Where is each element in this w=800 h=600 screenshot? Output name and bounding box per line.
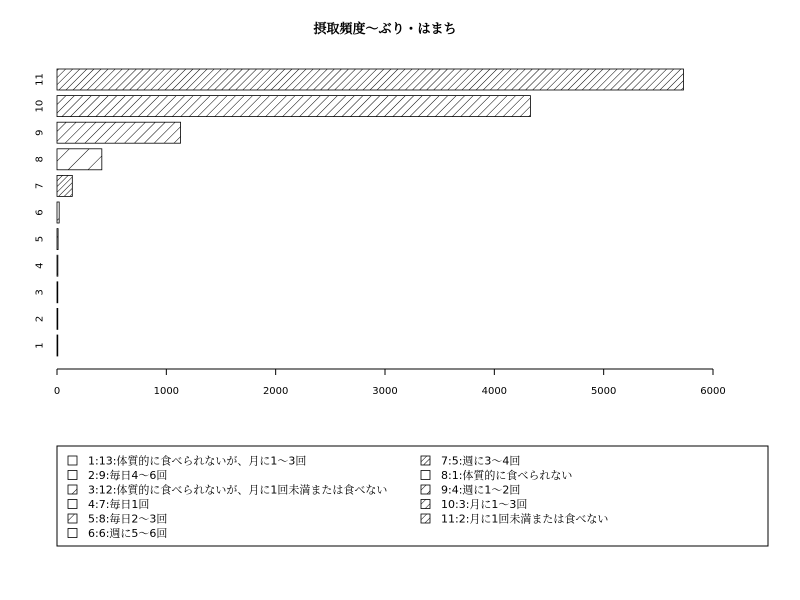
- y-tick-label-11: 11: [34, 73, 46, 86]
- legend-swatch-6: [68, 529, 77, 538]
- bar-1: [57, 335, 58, 356]
- bar-11: [57, 69, 683, 90]
- legend-swatch-1: [68, 456, 77, 465]
- legend-swatch-7: [421, 456, 430, 465]
- x-tick-label-5000: 5000: [590, 386, 617, 397]
- x-tick-label-1000: 1000: [153, 386, 180, 397]
- legend-label-11: 11:2:月に1回未満または食べない: [441, 512, 609, 526]
- legend-label-10: 10:3:月に1〜3回: [441, 498, 528, 511]
- bar-5: [57, 229, 58, 250]
- y-tick-label-1: 1: [34, 342, 46, 349]
- bars-group: [57, 69, 683, 356]
- legend-swatch-2: [68, 471, 77, 480]
- x-tick-label-3000: 3000: [372, 386, 398, 397]
- y-tick-label-6: 6: [34, 209, 46, 216]
- y-tick-label-3: 3: [34, 289, 46, 296]
- bar-4: [57, 255, 58, 276]
- legend-label-8: 8:1:体質的に食べられない: [441, 469, 573, 482]
- legend-swatch-8: [421, 471, 430, 480]
- x-tick-label-4000: 4000: [481, 386, 508, 397]
- bar-2: [57, 308, 58, 329]
- x-tick-label-0: 0: [53, 386, 61, 397]
- legend-swatch-5: [68, 514, 77, 523]
- bar-6: [57, 202, 59, 223]
- legend-label-7: 7:5:週に3〜4回: [441, 454, 521, 468]
- y-tick-label-8: 8: [34, 156, 46, 163]
- bar-7: [57, 175, 72, 196]
- y-tick-label-2: 2: [34, 315, 46, 323]
- y-tick-label-9: 9: [34, 129, 46, 136]
- legend-swatch-10: [421, 500, 430, 509]
- legend-label-5: 5:8:毎日2〜3回: [88, 512, 168, 526]
- legend-label-9: 9:4:週に1〜2回: [441, 483, 521, 497]
- x-tick-label-6000: 6000: [700, 386, 726, 397]
- legend: [57, 446, 768, 546]
- legend-swatch-9: [421, 485, 430, 494]
- legend-label-4: 4:7:毎日1回: [88, 498, 150, 511]
- x-axis: [54, 369, 726, 397]
- legend-label-1: 1:13:体質的に食べられないが、月に1〜3回: [88, 454, 307, 468]
- legend-swatch-4: [68, 500, 77, 509]
- y-axis: [35, 73, 46, 349]
- legend-label-6: 6:6:週に5〜6回: [88, 527, 168, 540]
- bar-8: [57, 149, 102, 170]
- y-tick-label-4: 4: [34, 262, 46, 269]
- legend-swatch-3: [68, 485, 77, 494]
- y-tick-label-7: 7: [34, 182, 46, 190]
- y-tick-label-5: 5: [34, 235, 46, 243]
- legend-label-3: 3:12:体質的に食べられないが、月に1回未満または食べない: [88, 483, 388, 497]
- bar-9: [57, 122, 181, 143]
- legend-label-2: 2:9:毎日4〜6回: [88, 469, 168, 482]
- bar-10: [57, 96, 530, 117]
- x-tick-label-2000: 2000: [262, 386, 289, 397]
- bar-3: [57, 282, 58, 303]
- y-tick-label-10: 10: [34, 99, 46, 113]
- chart-title: 摂取頻度〜ぶり・はまち: [313, 22, 457, 37]
- legend-swatch-11: [421, 514, 430, 523]
